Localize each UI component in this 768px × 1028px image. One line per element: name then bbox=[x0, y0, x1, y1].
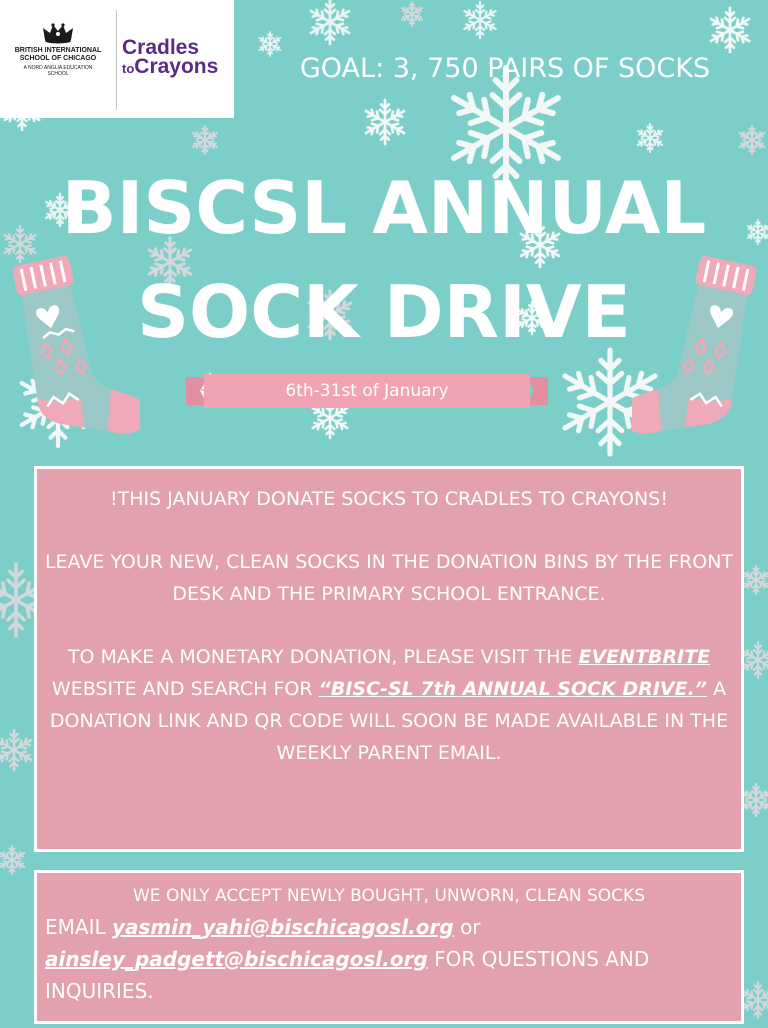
bisc-tagline: A NORD ANGLIA EDUCATION SCHOOL bbox=[23, 65, 93, 77]
snowflake-icon bbox=[740, 642, 768, 678]
c2c-line-2 bbox=[122, 57, 232, 78]
email-link-yasmin[interactable]: yasmin_yahi@bischicagosl.org bbox=[111, 915, 454, 939]
monetary-suffix: A DONATION LINK AND QR CODE WILL SOON BE MADE AVAILABLE IN THE WEEKLY PARENT EMAIL. bbox=[49, 678, 729, 764]
snowflake-icon bbox=[738, 126, 765, 154]
cradles-to-crayons-logo bbox=[122, 38, 232, 78]
drop-off-text: LEAVE YOUR NEW, CLEAN SOCKS IN THE DONATION BINS BY THE FRONT DESK AND THE PRIMARY SCHOOL ENTRANCE. bbox=[44, 551, 734, 605]
snowflake-icon bbox=[742, 566, 768, 594]
goal-text: GOAL: 3, 750 PAIRS OF SOCKS bbox=[299, 53, 711, 84]
snowflake-icon bbox=[462, 2, 497, 38]
sock-left-icon bbox=[6, 250, 140, 448]
contact-text bbox=[45, 911, 733, 1007]
c2c-crayons: Crayons bbox=[134, 55, 219, 78]
snowflake-icon bbox=[0, 846, 26, 874]
eventbrite-link[interactable]: EVENTBRITE bbox=[578, 646, 711, 668]
snowflake-icon bbox=[400, 2, 423, 26]
snowflake-icon bbox=[740, 784, 768, 816]
logo-header bbox=[0, 0, 234, 118]
c2c-line-1: Cradles bbox=[122, 36, 200, 59]
snowflake-icon bbox=[636, 124, 663, 152]
bisc-logo bbox=[0, 22, 116, 77]
contact-suffix: FOR QUESTIONS AND INQUIRIES. bbox=[45, 947, 650, 1003]
snowflake-icon bbox=[191, 126, 218, 154]
contact-panel bbox=[34, 870, 744, 1024]
title-line-2: SOCK DRIVE bbox=[137, 270, 631, 354]
snowflake-icon bbox=[308, 0, 351, 44]
snowflake-icon bbox=[708, 8, 751, 52]
website-text: WEBSITE AND SEARCH FOR bbox=[51, 678, 313, 700]
accept-note: WE ONLY ACCEPT NEWLY BOUGHT, UNWORN, CLEAN SOCKS bbox=[132, 886, 645, 906]
email-prefix: EMAIL bbox=[45, 915, 106, 939]
crown-icon bbox=[41, 22, 75, 44]
snowflake-icon bbox=[363, 100, 406, 144]
email-link-ainsley[interactable]: ainsley_padgett@bischicagosl.org bbox=[45, 947, 428, 971]
monetary-prefix: TO MAKE A MONETARY DONATION, PLEASE VISIT THE bbox=[67, 646, 573, 668]
sock-right-icon bbox=[632, 250, 762, 440]
title-line-1: BISCSL ANNUAL bbox=[61, 166, 707, 250]
c2c-to: to bbox=[122, 61, 135, 76]
date-banner: 6th-31st of January bbox=[285, 381, 449, 401]
or-text: or bbox=[460, 915, 481, 939]
intro-text: !THIS JANUARY DONATE SOCKS TO CRADLES TO CRAYONS! bbox=[110, 488, 668, 510]
bisc-school-name: BRITISH INTERNATIONAL SCHOOL OF CHICAGO bbox=[14, 47, 102, 62]
search-term-link[interactable]: “BISC-SL 7th ANNUAL SOCK DRIVE.” bbox=[318, 678, 708, 700]
info-panel bbox=[34, 466, 744, 852]
logo-divider bbox=[116, 10, 117, 110]
snowflake-icon bbox=[0, 730, 34, 770]
monetary-donation-text bbox=[43, 641, 735, 769]
snowflake-icon bbox=[740, 982, 768, 1018]
